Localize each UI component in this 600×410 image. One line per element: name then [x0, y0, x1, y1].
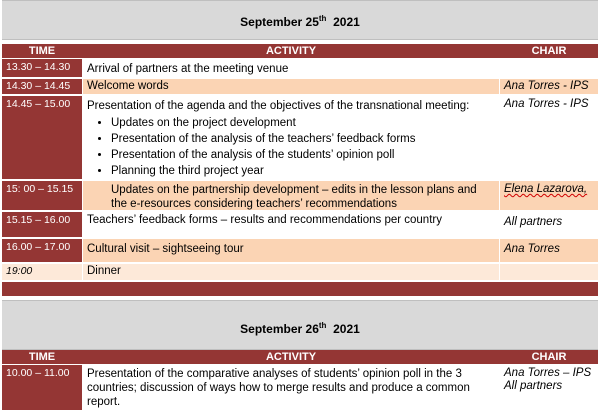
chair-name: Elena Lazarova,: [504, 183, 588, 195]
day-date-suffix: th: [318, 321, 327, 330]
day-heading: [2, 0, 598, 40]
chair-cell: Ana Torres: [500, 239, 598, 262]
bullet-item: • Presentation of the analysis of the teachers’ feedback forms: [111, 131, 495, 147]
table-header: [2, 44, 598, 58]
activity-column-header: ACTIVITY: [265, 45, 317, 57]
chair-cell: All partners: [500, 212, 598, 237]
table-row: [2, 264, 598, 281]
table-footer-band: [2, 282, 598, 296]
activity-column-header: ACTIVITY: [265, 351, 317, 363]
activity-cell: [83, 96, 499, 179]
chair-cell: [500, 264, 598, 280]
activity-cell: Arrival of partners at the meeting venue: [83, 59, 499, 77]
time-cell: 10.00 – 11.00: [2, 365, 82, 410]
day-date: September 26: [240, 322, 319, 336]
table-row: [2, 239, 598, 263]
time-cell: 15: 00 – 15.15: [2, 181, 82, 210]
activity-cell: Presentation of the comparative analyses of students’ opinion poll in the 3 countries; discussion of ways how to merge results and produce a common report.: [83, 365, 499, 410]
chair-cell: Ana Torres - IPS: [500, 79, 598, 94]
table-row: [2, 96, 598, 180]
time-cell: 19:00: [2, 264, 82, 280]
chair-column-header: CHAIR: [531, 351, 567, 363]
chair-cell: Ana Torres - IPS: [500, 96, 598, 179]
day-date: September 25: [240, 15, 319, 29]
bullet-item: • Updates on the project development: [111, 115, 495, 131]
time-cell: 14.30 – 14.45: [2, 79, 82, 94]
activity-cell: Updates on the partnership development – edits in the lesson plans and the e-resources considering teachers’ recommendations: [83, 181, 499, 210]
table-row: [2, 181, 598, 211]
bullet-item: • Planning the third project year: [111, 163, 495, 179]
chair-cell: [500, 59, 598, 77]
table-row: [2, 59, 598, 78]
time-column-header: TIME: [28, 45, 56, 57]
activity-bullet-list: [87, 115, 495, 179]
time-cell: 14.45 – 15.00: [2, 96, 82, 179]
day-year: 2021: [333, 322, 360, 336]
day-date-suffix: th: [318, 14, 327, 23]
time-cell: 15.15 – 16.00: [2, 212, 82, 237]
day-heading: [2, 300, 598, 350]
chair-cell: [500, 365, 598, 410]
table-row: [2, 212, 598, 238]
activity-cell: Welcome words: [83, 79, 499, 94]
activity-cell: Cultural visit – sightseeing tour: [83, 239, 499, 262]
chair-column-header: CHAIR: [531, 45, 567, 57]
chair-cell: [500, 181, 598, 210]
activity-cell: Dinner: [83, 264, 499, 280]
time-cell: 13.30 – 14.30: [2, 59, 82, 77]
chair-name-secondary: All partners: [504, 380, 563, 392]
bullet-item: • Presentation of the analysis of the students’ opinion poll: [111, 147, 495, 163]
day-year: 2021: [333, 15, 360, 29]
table-row: [2, 79, 598, 95]
activity-cell: Teachers’ feedback forms – results and recommendations per country: [83, 212, 499, 237]
time-cell: 16.00 – 17.00: [2, 239, 82, 262]
chair-name: Ana Torres – IPS: [504, 367, 592, 379]
table-row: [2, 365, 598, 410]
table-header: [2, 350, 598, 364]
time-column-header: TIME: [28, 351, 56, 363]
activity-text: Presentation of the agenda and the objectives of the transnational meeting:: [87, 100, 470, 112]
